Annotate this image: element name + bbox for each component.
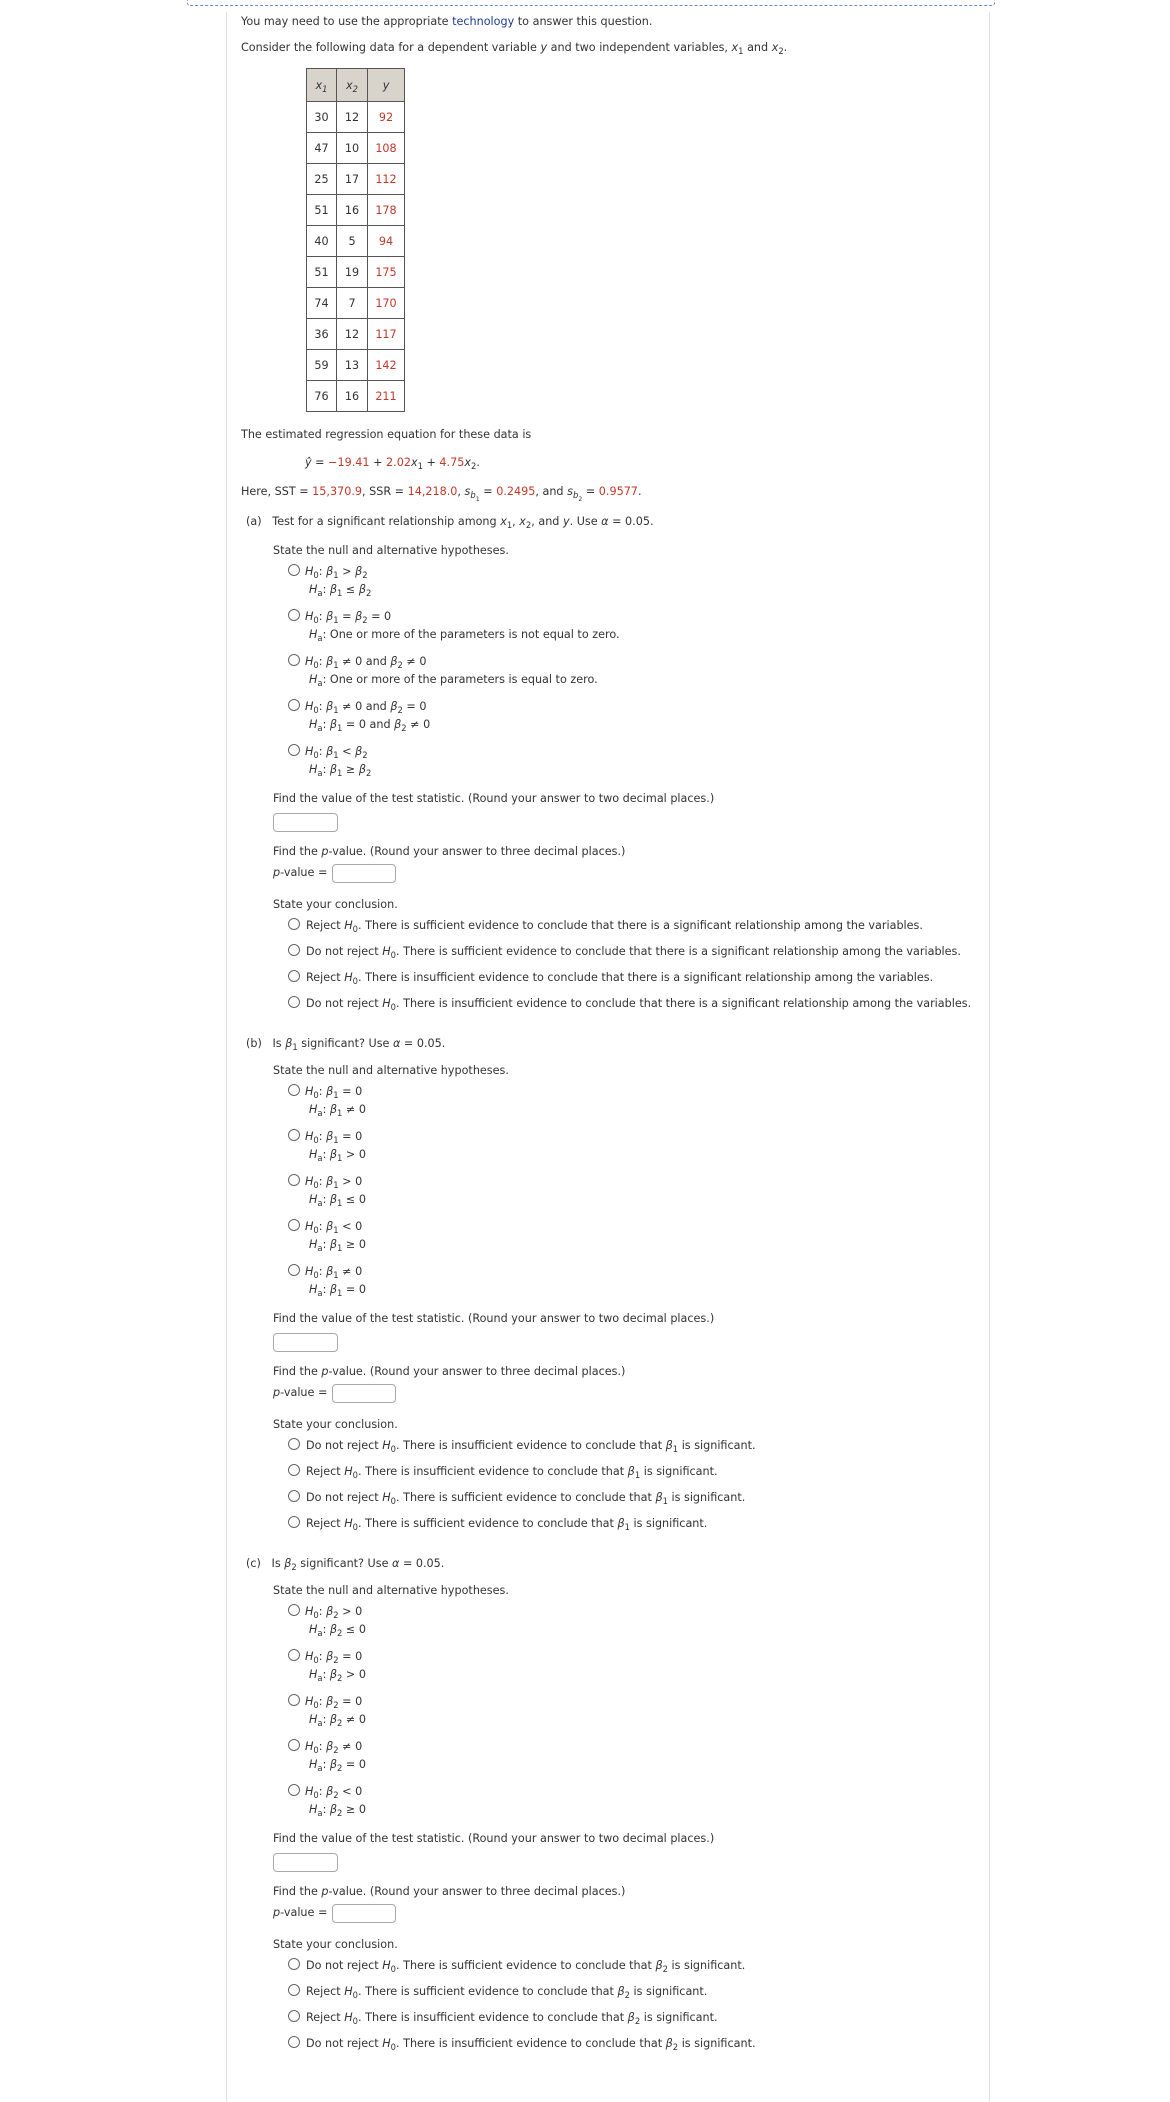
conc-c-option-1[interactable] <box>288 1958 300 1970</box>
cell-x2: 16 <box>337 381 368 412</box>
hyp-a5-alt: $H_a$: $\beta_1 \ge \beta_2$ <box>309 763 372 778</box>
hyp-b-option-3[interactable] <box>288 1174 300 1186</box>
tech-note: You may need to use the appropriate technology to answer this question. <box>241 15 653 28</box>
cell-x1: 74 <box>307 288 337 319</box>
table-row <box>307 350 405 381</box>
estimated-label: The estimated regression equation for these data is <box>241 428 532 441</box>
hyp-a-option-2[interactable] <box>288 609 300 621</box>
hyp-a3-null: $H_0$: $\beta_1 \ne 0$ and $\beta_2 \ne 0$ <box>305 655 427 670</box>
part-c-pvalue-input[interactable] <box>332 1904 396 1923</box>
part-a-find-stat: Find the value of the test statistic. (Round your answer to two decimal places.) <box>273 792 715 805</box>
conc-a2-text: Do not reject $H_0$. There is sufficient evidence to conclude that there is a significant relationship among the variables. <box>306 945 961 960</box>
conc-c-option-2[interactable] <box>288 1984 300 1996</box>
conc-a-option-3[interactable] <box>288 970 300 982</box>
hyp-b1-alt: $H_a$: $\beta_1 \ne 0$ <box>309 1103 366 1118</box>
part-b-pvalue-input[interactable] <box>332 1384 396 1403</box>
hyp-a5-null: $H_0$: $\beta_1 < \beta_2$ <box>305 745 368 760</box>
summary-stats: Here, SST = 15,370.9, SSR = 14,218.0, $s_{b_1} = 0.2495$, and $s_{b_2} = 0.9577$. <box>241 485 642 503</box>
hyp-c1-null: $H_0$: $\beta_2 > 0$ <box>305 1605 363 1620</box>
hyp-b-option-1[interactable] <box>288 1084 300 1096</box>
conc-b4-text: Reject $H_0$. There is sufficient evidence to conclude that $\beta_1$ is significant. <box>306 1517 708 1532</box>
conc-b2-text: Reject $H_0$. There is insufficient evidence to conclude that $\beta_1$ is significant. <box>306 1465 718 1480</box>
part-c-question: (c) Is $\beta_2$ significant? Use α = 0.05. <box>246 1557 445 1572</box>
hyp-b-option-5[interactable] <box>288 1264 300 1276</box>
table-row <box>307 381 405 412</box>
part-a-find-p: Find the p-value. (Round your answer to three decimal places.) <box>273 845 626 858</box>
table-row <box>307 195 405 226</box>
table-row <box>307 164 405 195</box>
technology-link[interactable]: technology <box>452 15 515 28</box>
hyp-a1-alt: $H_a$: $\beta_1 \le \beta_2$ <box>309 583 372 598</box>
hyp-b2-alt: $H_a$: $\beta_1 > 0$ <box>309 1148 366 1163</box>
part-c-state-hyp: State the null and alternative hypotheses. <box>273 1584 509 1597</box>
hyp-a2-null: $H_0$: $\beta_1 = \beta_2 = 0$ <box>305 610 392 625</box>
part-c-pvalue-label: p-value = <box>273 1906 328 1919</box>
conc-a3-text: Reject $H_0$. There is insufficient evidence to conclude that there is a significant relationship among the variables. <box>306 971 934 986</box>
hyp-b5-alt: $H_a$: $\beta_1 = 0$ <box>309 1283 366 1298</box>
cell-y: 142 <box>368 350 405 381</box>
table-row <box>307 319 405 350</box>
hyp-c-option-5[interactable] <box>288 1784 300 1796</box>
cell-x2: 16 <box>337 195 368 226</box>
data-table <box>306 68 405 412</box>
cell-x1: 76 <box>307 381 337 412</box>
cell-x2: 12 <box>337 319 368 350</box>
part-c-test-stat-input[interactable] <box>273 1853 338 1872</box>
hyp-c3-null: $H_0$: $\beta_2 = 0$ <box>305 1695 363 1710</box>
table-row <box>307 102 405 133</box>
hyp-c2-alt: $H_a$: $\beta_2 > 0$ <box>309 1668 366 1683</box>
cell-x2: 7 <box>337 288 368 319</box>
hyp-c4-null: $H_0$: $\beta_2 \ne 0$ <box>305 1740 363 1755</box>
part-a-pvalue-input[interactable] <box>332 864 396 883</box>
cell-y: 112 <box>368 164 405 195</box>
hyp-c5-null: $H_0$: $\beta_2 < 0$ <box>305 1785 363 1800</box>
conc-b-option-2[interactable] <box>288 1464 300 1476</box>
cell-y: 178 <box>368 195 405 226</box>
hyp-b3-null: $H_0$: $\beta_1 > 0$ <box>305 1175 363 1190</box>
cell-y: 211 <box>368 381 405 412</box>
table-row <box>307 226 405 257</box>
hyp-c-option-1[interactable] <box>288 1604 300 1616</box>
conc-a-option-2[interactable] <box>288 944 300 956</box>
hyp-a3-alt: $H_a$: One or more of the parameters is equal to zero. <box>309 673 598 688</box>
header-x1: $x_1$ <box>307 69 337 102</box>
cell-x1: 40 <box>307 226 337 257</box>
hyp-b3-alt: $H_a$: $\beta_1 \le 0$ <box>309 1193 366 1208</box>
hyp-b2-null: $H_0$: $\beta_1 = 0$ <box>305 1130 363 1145</box>
cell-y: 117 <box>368 319 405 350</box>
hyp-a2-alt: $H_a$: One or more of the parameters is not equal to zero. <box>309 628 620 643</box>
part-b-state-conc: State your conclusion. <box>273 1418 398 1431</box>
hyp-a1-null: $H_0$: $\beta_1 > \beta_2$ <box>305 565 368 580</box>
part-a-state-hyp: State the null and alternative hypotheses. <box>273 544 509 557</box>
conc-c1-text: Do not reject $H_0$. There is sufficient evidence to conclude that $\beta_2$ is significant. <box>306 1959 746 1974</box>
part-a-test-stat-input[interactable] <box>273 813 338 832</box>
cell-x2: 12 <box>337 102 368 133</box>
conc-b-option-1[interactable] <box>288 1438 300 1450</box>
hyp-c-option-3[interactable] <box>288 1694 300 1706</box>
table-row <box>307 288 405 319</box>
conc-c3-text: Reject $H_0$. There is insufficient evidence to conclude that $\beta_2$ is significant. <box>306 2011 718 2026</box>
conc-c-option-4[interactable] <box>288 2036 300 2048</box>
cell-x2: 10 <box>337 133 368 164</box>
hyp-a-option-5[interactable] <box>288 744 300 756</box>
cell-x2: 17 <box>337 164 368 195</box>
part-c-find-p: Find the p-value. (Round your answer to three decimal places.) <box>273 1885 626 1898</box>
header-x2: $x_2$ <box>337 69 368 102</box>
hyp-a-option-1[interactable] <box>288 564 300 576</box>
cell-x2: 13 <box>337 350 368 381</box>
conc-a1-text: Reject $H_0$. There is sufficient evidence to conclude that there is a significant relationship among the variables. <box>306 919 923 934</box>
table-row <box>307 133 405 164</box>
hyp-c-option-4[interactable] <box>288 1739 300 1751</box>
part-b-state-hyp: State the null and alternative hypotheses. <box>273 1064 509 1077</box>
cell-y: 92 <box>368 102 405 133</box>
hyp-c-option-2[interactable] <box>288 1649 300 1661</box>
conc-c2-text: Reject $H_0$. There is sufficient evidence to conclude that $\beta_2$ is significant. <box>306 1985 708 2000</box>
hyp-b-option-2[interactable] <box>288 1129 300 1141</box>
part-b-find-stat: Find the value of the test statistic. (Round your answer to two decimal places.) <box>273 1312 715 1325</box>
conc-b3-text: Do not reject $H_0$. There is sufficient evidence to conclude that $\beta_1$ is significant. <box>306 1491 746 1506</box>
hyp-c3-alt: $H_a$: $\beta_2 \ne 0$ <box>309 1713 366 1728</box>
conc-c-option-3[interactable] <box>288 2010 300 2022</box>
conc-b-option-4[interactable] <box>288 1516 300 1528</box>
conc-a4-text: Do not reject $H_0$. There is insufficient evidence to conclude that there is a significant relationship among the variables. <box>306 997 972 1012</box>
hyp-a4-alt: $H_a$: $\beta_1 = 0$ and $\beta_2 \ne 0$ <box>309 718 431 733</box>
conc-a-option-1[interactable] <box>288 918 300 930</box>
hyp-a4-null: $H_0$: $\beta_1 \ne 0$ and $\beta_2 = 0$ <box>305 700 427 715</box>
part-c-find-stat: Find the value of the test statistic. (Round your answer to two decimal places.) <box>273 1832 715 1845</box>
hyp-a-option-3[interactable] <box>288 654 300 666</box>
hyp-c5-alt: $H_a$: $\beta_2 \ge 0$ <box>309 1803 366 1818</box>
cell-x1: 30 <box>307 102 337 133</box>
header-y: y <box>368 69 405 102</box>
hyp-b4-null: $H_0$: $\beta_1 < 0$ <box>305 1220 363 1235</box>
cell-x1: 59 <box>307 350 337 381</box>
table-header-row <box>307 69 405 102</box>
hyp-a-option-4[interactable] <box>288 699 300 711</box>
regression-equation: ŷ = $-19.41 + 2.02x_1 + 4.75x_2$. <box>305 456 480 471</box>
hyp-b5-null: $H_0$: $\beta_1 \ne 0$ <box>305 1265 363 1280</box>
cell-x1: 36 <box>307 319 337 350</box>
cell-x1: 51 <box>307 195 337 226</box>
part-b-pvalue-label: p-value = <box>273 1386 328 1399</box>
hyp-b-option-4[interactable] <box>288 1219 300 1231</box>
cell-y: 108 <box>368 133 405 164</box>
hyp-c1-alt: $H_a$: $\beta_2 \le 0$ <box>309 1623 366 1638</box>
part-b-question: (b) Is $\beta_1$ significant? Use α = 0.05. <box>246 1037 446 1052</box>
part-b-test-stat-input[interactable] <box>273 1333 338 1352</box>
cell-x2: 19 <box>337 257 368 288</box>
hyp-c2-null: $H_0$: $\beta_2 = 0$ <box>305 1650 363 1665</box>
top-frame <box>187 0 995 6</box>
part-a-pvalue-label: p-value = <box>273 866 328 879</box>
conc-b1-text: Do not reject $H_0$. There is insufficient evidence to conclude that $\beta_1$ is significant. <box>306 1439 756 1454</box>
conc-a-option-4[interactable] <box>288 996 300 1008</box>
table-row <box>307 257 405 288</box>
part-c-state-conc: State your conclusion. <box>273 1938 398 1951</box>
conc-b-option-3[interactable] <box>288 1490 300 1502</box>
cell-y: 94 <box>368 226 405 257</box>
cell-x1: 51 <box>307 257 337 288</box>
conc-c4-text: Do not reject $H_0$. There is insufficient evidence to conclude that $\beta_2$ is significant. <box>306 2037 756 2052</box>
cell-x1: 25 <box>307 164 337 195</box>
hyp-b4-alt: $H_a$: $\beta_1 \ge 0$ <box>309 1238 366 1253</box>
part-b-find-p: Find the p-value. (Round your answer to three decimal places.) <box>273 1365 626 1378</box>
hyp-b1-null: $H_0$: $\beta_1 = 0$ <box>305 1085 363 1100</box>
cell-x1: 47 <box>307 133 337 164</box>
cell-y: 175 <box>368 257 405 288</box>
cell-x2: 5 <box>337 226 368 257</box>
cell-y: 170 <box>368 288 405 319</box>
consider-text: Consider the following data for a dependent variable y and two independent variables, $x_1$ and $x_2$. <box>241 41 788 56</box>
part-a-question: (a) Test for a significant relationship among $x_1$, $x_2$, and y. Use α = 0.05. <box>246 515 654 530</box>
part-a-state-conc: State your conclusion. <box>273 898 398 911</box>
hyp-c4-alt: $H_a$: $\beta_2 = 0$ <box>309 1758 366 1773</box>
